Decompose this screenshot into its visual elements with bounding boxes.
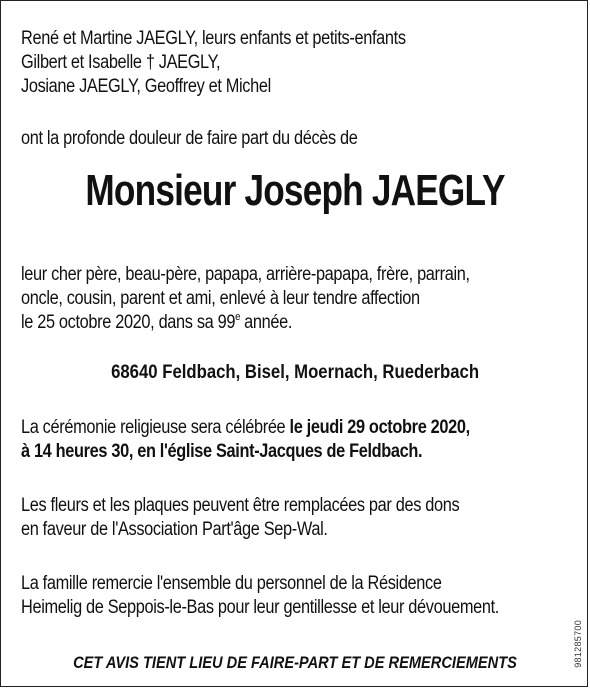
- relations-line: leur cher père, beau-père, papapa, arrière-papapa, frère, parrain,: [21, 264, 470, 285]
- reference-number: 981285700: [573, 620, 583, 668]
- relations-line: le 25 octobre 2020, dans sa 99e année.: [21, 310, 293, 333]
- ceremony-line: La cérémonie religieuse sera célébrée le jeudi 29 octobre 2020,: [21, 417, 470, 438]
- ceremony-line: à 14 heures 30, en l'église Saint-Jacques de Feldbach.: [21, 441, 423, 462]
- locations-line: 68640 Feldbach, Bisel, Moernach, Ruederbach: [111, 362, 479, 383]
- footer-notice: CET AVIS TIENT LIEU DE FAIRE-PART ET DE REMERCIEMENTS: [73, 653, 517, 672]
- flowers-line: Les fleurs et les plaques peuvent être remplacées par des dons: [21, 495, 460, 516]
- relations-line: oncle, cousin, parent et ami, enlevé à leur tendre affection: [21, 288, 420, 309]
- flowers-line: en faveur de l'Association Part'âge Sep-Wal.: [21, 519, 328, 540]
- family-line: René et Martine JAEGLY, leurs enfants et petits-enfants: [21, 28, 406, 49]
- family-line: Josiane JAEGLY, Geoffrey et Michel: [21, 76, 271, 97]
- thanks-line: Heimelig de Seppois-le-Bas pour leur gentillesse et leur dévouement.: [21, 597, 499, 618]
- family-line: Gilbert et Isabelle † JAEGLY,: [21, 52, 221, 73]
- thanks-line: La famille remercie l'ensemble du personnel de la Résidence: [21, 573, 442, 594]
- deceased-name: Monsieur Joseph JAEGLY: [85, 166, 505, 215]
- announcement-text: ont la profonde douleur de faire part du décès de: [21, 128, 358, 149]
